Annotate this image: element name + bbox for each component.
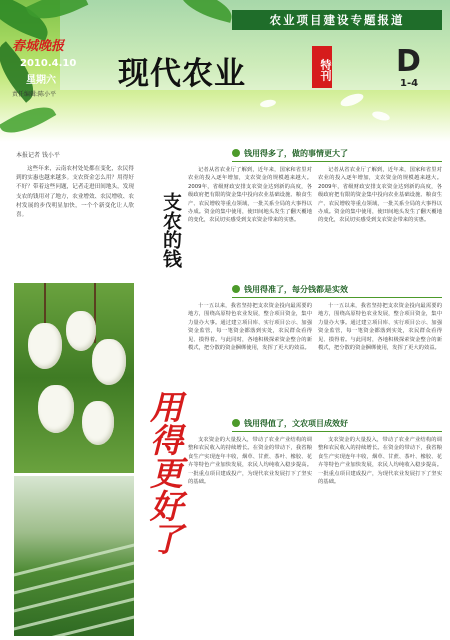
- byline: 本报记者 钱小平: [16, 152, 60, 159]
- header-banner: [0, 0, 450, 142]
- section-heading: [232, 418, 442, 432]
- bagged-fruit: [66, 311, 96, 351]
- headline-main: 用得更好了: [145, 389, 184, 555]
- edition-letter: D: [396, 44, 421, 79]
- section-heading: [232, 284, 442, 298]
- special-edition-tag: 特刊: [312, 46, 332, 88]
- section-heading: [232, 148, 442, 162]
- bagged-fruit: [82, 401, 114, 445]
- bagged-fruit: [38, 385, 74, 433]
- section-heading-text: 钱用得多了，做的事情更大了: [244, 149, 348, 158]
- field-row: [14, 534, 134, 580]
- field-row: [14, 606, 134, 636]
- headline-lead: 支农的钱: [160, 192, 182, 268]
- bagged-fruit: [92, 339, 126, 385]
- fruit-bagging-photo: [14, 283, 134, 473]
- issue-date: 2010.4.10: [20, 58, 77, 69]
- farmland-photo: [14, 476, 134, 636]
- dove-icon: [260, 99, 277, 109]
- section-body-continued: 记者从省农业厅了解到，近年来，国家和省里对农业的投入逐年增加，支农资金的规模越来越大。2009年，省级财政安排支农资金达到新的高度，各级政府把有限的资金集中投向农业基础设施、粮食生产、农民增收等重点领域，一批关系全局的大事得以办成。资金的集中使用，使田间地头发生了翻天覆地的变化，农民切实感受到支农资金带来的实惠。: [318, 167, 442, 224]
- dove-icon: [339, 91, 365, 109]
- dove-icon: [371, 110, 390, 122]
- issue-weekday: 星期六: [26, 75, 56, 86]
- newspaper-logo: 春城晚报: [12, 39, 65, 54]
- section-heading-text: 钱用得准了，每分钱都是实效: [244, 285, 348, 294]
- section-body-continued: 十一五以来，我省坚持把支农资金投向最需要的地方，围绕高原特色农业发展，整合项目资金，集中力量办大事。通过建立项目库、实行项目公示、加强资金监管，每一笔资金都落到实处，农民群众看得见、摸得着。与此同时，各地积极探索资金整合的新模式，把分散的资金捆绑使用，发挥了更大的效益。: [318, 303, 442, 352]
- bullet-icon: [232, 149, 240, 157]
- page-title: 现代农业: [118, 56, 246, 92]
- section-body-continued: 支农资金的大量投入，带动了农业产业结构的调整和农民收入的持续增长。在资金的带动下，我省粮食生产实现连年丰收，烟草、甘蔗、茶叶、橡胶、花卉等特色产业加快发展，农民人均纯收入稳步提高。一批重点项目建成投产，为现代农业发展打下了坚实的基础。: [318, 437, 442, 486]
- edition-range: 1-4: [400, 78, 419, 89]
- bagged-fruit: [28, 323, 62, 369]
- bullet-icon: [232, 285, 240, 293]
- leaf-decoration: [0, 98, 56, 142]
- responsible-editor: 责任编辑:陈小平: [12, 91, 57, 98]
- section-body: 十一五以来，我省坚持把支农资金投向最需要的地方，围绕高原特色农业发展，整合项目资金，集中力量办大事。通过建立项目库、实行项目公示、加强资金监管，每一笔资金都落到实处，农民群众看得见、摸得着。与此同时，各地积极探索资金整合的新模式，把分散的资金捆绑使用，发挥了更大的效益。: [188, 303, 312, 352]
- section-body: 记者从省农业厅了解到，近年来，国家和省里对农业的投入逐年增加，支农资金的规模越来越大。2009年，省级财政安排支农资金达到新的高度，各级政府把有限的资金集中投向农业基础设施、粮食生产、农民增收等重点领域，一批关系全局的大事得以办成。资金的集中使用，使田间地头发生了翻天覆地的变化，农民切实感受到支农资金带来的实惠。: [188, 167, 312, 224]
- special-report-strip: 农业项目建设专题报道: [232, 10, 442, 30]
- section-body: 支农资金的大量投入，带动了农业产业结构的调整和农民收入的持续增长。在资金的带动下，我省粮食生产实现连年丰收，烟草、甘蔗、茶叶、橡胶、花卉等特色产业加快发展，农民人均纯收入稳步提高。一批重点项目建成投产，为现代农业发展打下了坚实的基础。: [188, 437, 312, 486]
- section-heading-text: 钱用得值了，文农项目成效好: [244, 419, 348, 428]
- bullet-icon: [232, 419, 240, 427]
- intro-paragraph: 这些年来，云南农村处处都在变化，农民得到的实惠也越来越多。支农资金怎么用？用得好不好？带着这些问题，记者走进田间地头，发现支农的钱用对了地方，农业增效、农民增收、农村发展的步伐明显加快，一个个新变化让人欣喜。: [16, 166, 134, 219]
